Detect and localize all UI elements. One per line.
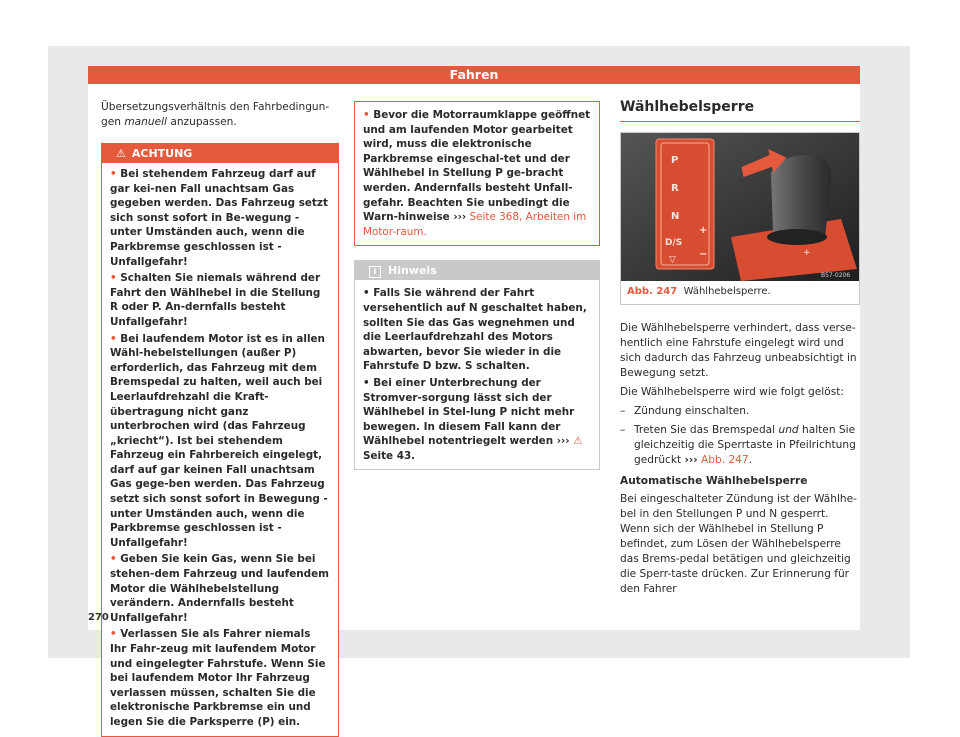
hint-item: • Falls Sie während der Fahrt versehentlich auf N geschaltet haben, sollten Sie das Gas wegnehmen und die Leerlaufdrehzahl des Motors abwarten, bevor Sie wieder in die Fahrstufe D bzw. S schalten. [363, 287, 587, 373]
gear-label-p: P [671, 155, 679, 166]
step-text: Zündung einschalten. [634, 405, 750, 417]
section-header: Fahren [88, 66, 860, 84]
warning-triangle-icon: ⚠ [573, 435, 583, 448]
subheading: Automatische Wählhebelsperre [620, 475, 808, 487]
warning-box-continued [354, 101, 600, 246]
plus-label: + [699, 225, 708, 236]
warning-item [110, 627, 330, 729]
warning-header [102, 144, 338, 163]
page-number: 270 [88, 612, 109, 623]
reference-arrows: ››› [684, 454, 698, 466]
warning-item [110, 167, 330, 269]
hint-title: Hinweis [388, 264, 437, 278]
warning-item [110, 332, 330, 551]
bullet-icon: • [110, 272, 117, 285]
paragraph: Die Wählhebelsperre verhindert, dass verse-hentlich eine Fahrstufe eingelegt wird und sich dadurch das Fahrzeug unbeabsichtigt in Bewegung setzt. [620, 322, 857, 379]
section-title: Wählhebelsperre [620, 99, 755, 115]
bullet-icon: • [363, 109, 370, 121]
dash-marker: – [620, 405, 626, 417]
bullet-icon: • [110, 553, 117, 566]
step-emphasis: und [778, 424, 799, 436]
warning-item [363, 108, 591, 239]
paragraph: Bei eingeschalteter Zündung ist der Wählhe-bel in den Stellungen P und N gesperrt. Wenn sich der Wählhebel in Stellung P befindet, zum Lösen der Wählhebelsperre das Brems-pedal betätigen und gleichzeitig die Sperr-taste drücken. Zur Erinnerung für den Fahrer [620, 493, 857, 595]
intro-line-1: Übersetzungsverhältnis den Fahrbedingun- [101, 101, 330, 113]
warning-item-text: Geben Sie kein Gas, wenn Sie bei stehen-dem Fahrzeug und laufendem Motor die Wählhebelstellung verändern. Andernfalls besteht Unfallgefahr! [110, 553, 329, 624]
intro-text [101, 100, 339, 130]
warning-item-text: Schalten Sie niemals während der Fahrt den Wählhebel in die Stellung R oder P. An-dernfalls besteht Unfallgefahr! [110, 272, 321, 328]
figure-code: B57-0206 [821, 272, 851, 279]
hint-box [354, 260, 600, 470]
step-text-part: . [748, 454, 753, 466]
intro-line-2a: gen [101, 116, 125, 128]
hint-item-text: Bei einer Unterbrechung der Stromver-sorgung lässt sich der Wählhebel in Stel-lung P nicht mehr bewegen. In diesem Fall kann der Wählhebel notentriegelt werden [363, 376, 575, 448]
step-text-part: halten Sie gleichzeitig die Sperrtaste in Pfeilrichtung gedrückt [634, 424, 856, 466]
bullet-icon: • [110, 332, 117, 345]
warning-title: ACHTUNG [131, 147, 193, 160]
hint-item-text: Falls Sie während der Fahrt versehentlich auf N geschaltet haben, sollten Sie das Gas wegnehmen und die Leerlaufdrehzahl des Motors abwarten, bevor Sie wieder in die Fahrstufe D bzw. S schalten. [363, 287, 587, 373]
right-column [620, 100, 860, 597]
info-icon: i [369, 266, 381, 278]
intro-emphasis: manuell [124, 116, 167, 128]
gear-label-n: N [671, 211, 680, 222]
intro-line-2b: anzupassen. [166, 116, 237, 128]
gear-label-r: R [671, 183, 679, 194]
warning-item-text: Bei stehendem Fahrzeug darf auf gar kei-nen Fall unachtsam Gas gegeben werden. Das Fahrzeug setzt sich sonst sofort in Be-wegung - unter Umständen auch, wenn die Parkbremse geschlossen ist - Unfallgefahr! [110, 168, 328, 268]
figure-caption [621, 281, 859, 304]
figure [620, 132, 860, 305]
bullet-icon: • [110, 628, 117, 641]
warning-item [110, 271, 330, 329]
step-text [634, 423, 860, 468]
figure-reference-link[interactable]: Abb. 247 [697, 454, 749, 466]
gear-lever [771, 155, 831, 237]
minus-label: − [699, 249, 708, 260]
warning-item-text: Bevor die Motorraumklappe geöffnet und am laufenden Motor gearbeitet wird, muss die elektronische Parkbremse eingeschal-tet und der Wählhebel in Stellung P ge-bracht werden. Andernfalls besteht Unfall-gefahr. Beachten Sie unbedingt die Warn-hinweise [363, 109, 591, 224]
title-rule [620, 121, 860, 122]
warning-item-text: Verlassen Sie als Fahrer niemals Ihr Fahr-zeug mit laufendem Motor und eingelegter Fahrstufe. Wenn Sie bei laufendem Motor Ihr Fahrzeug verlassen müssen, schalten Sie die elektronische Parkbremse ein und legen Sie die Parksperre (P) ein. [110, 628, 326, 728]
warning-box [101, 143, 339, 737]
dash-marker: – [620, 424, 626, 436]
gear-label-ds: D/S [665, 238, 683, 248]
gear-selector-illustration [621, 133, 859, 281]
warning-item [110, 552, 330, 625]
hint-item: • Bei einer Unterbrechung der Stromver-sorgung lässt sich der Wählhebel in Stel-lung P nicht mehr bewegen. In diesem Fall kann der Wählhebel notentriegelt werden ››› ⚠ Seite 43. [363, 376, 583, 462]
reference-arrows: ››› [453, 211, 467, 224]
bullet-icon: • [110, 168, 117, 180]
middle-column [354, 101, 600, 470]
gear-label-down: ▽ [669, 255, 676, 265]
warning-item-text: Bei laufendem Motor ist es in allen Wähl-hebelstellungen (außer P) erforderlich, das Fahrzeug mit dem Bremspedal zu halten, weil auch bei Leerlaufdrehzahl die Kraft-übertragung nicht ganz unterbrochen wird (das Fahrzeug „kriecht“). Ist bei stehendem Fahrzeug ein Fahrbereich eingelegt, darf auf gar keinen Fall unachtsam Gas gege-ben werden. Das Fahrzeug setzt sich sonst sofort in Bewegung - unter Umständen auch, wenn die Parkbremse geschlossen ist - Unfallgefahr! [110, 332, 328, 549]
paragraph: Die Wählhebelsperre wird wie folgt gelöst: [620, 386, 844, 398]
figure-label: Abb. 247 [627, 286, 678, 297]
warning-triangle-icon: ⚠ [116, 147, 126, 160]
gate-plus-label: + [803, 248, 811, 258]
step-text-part: Treten Sie das Bremspedal [634, 424, 779, 436]
page-reference-link[interactable]: Seite 43. [363, 449, 416, 462]
page-reference-link[interactable]: Seite 368, Arbeiten im Motor-raum. [363, 211, 587, 238]
hint-header [355, 261, 599, 280]
reference-arrows: ››› [556, 435, 570, 448]
left-column [101, 100, 339, 737]
figure-caption-text: Wählhebelsperre. [683, 286, 771, 297]
step-item [620, 404, 860, 419]
step-item [620, 423, 860, 468]
